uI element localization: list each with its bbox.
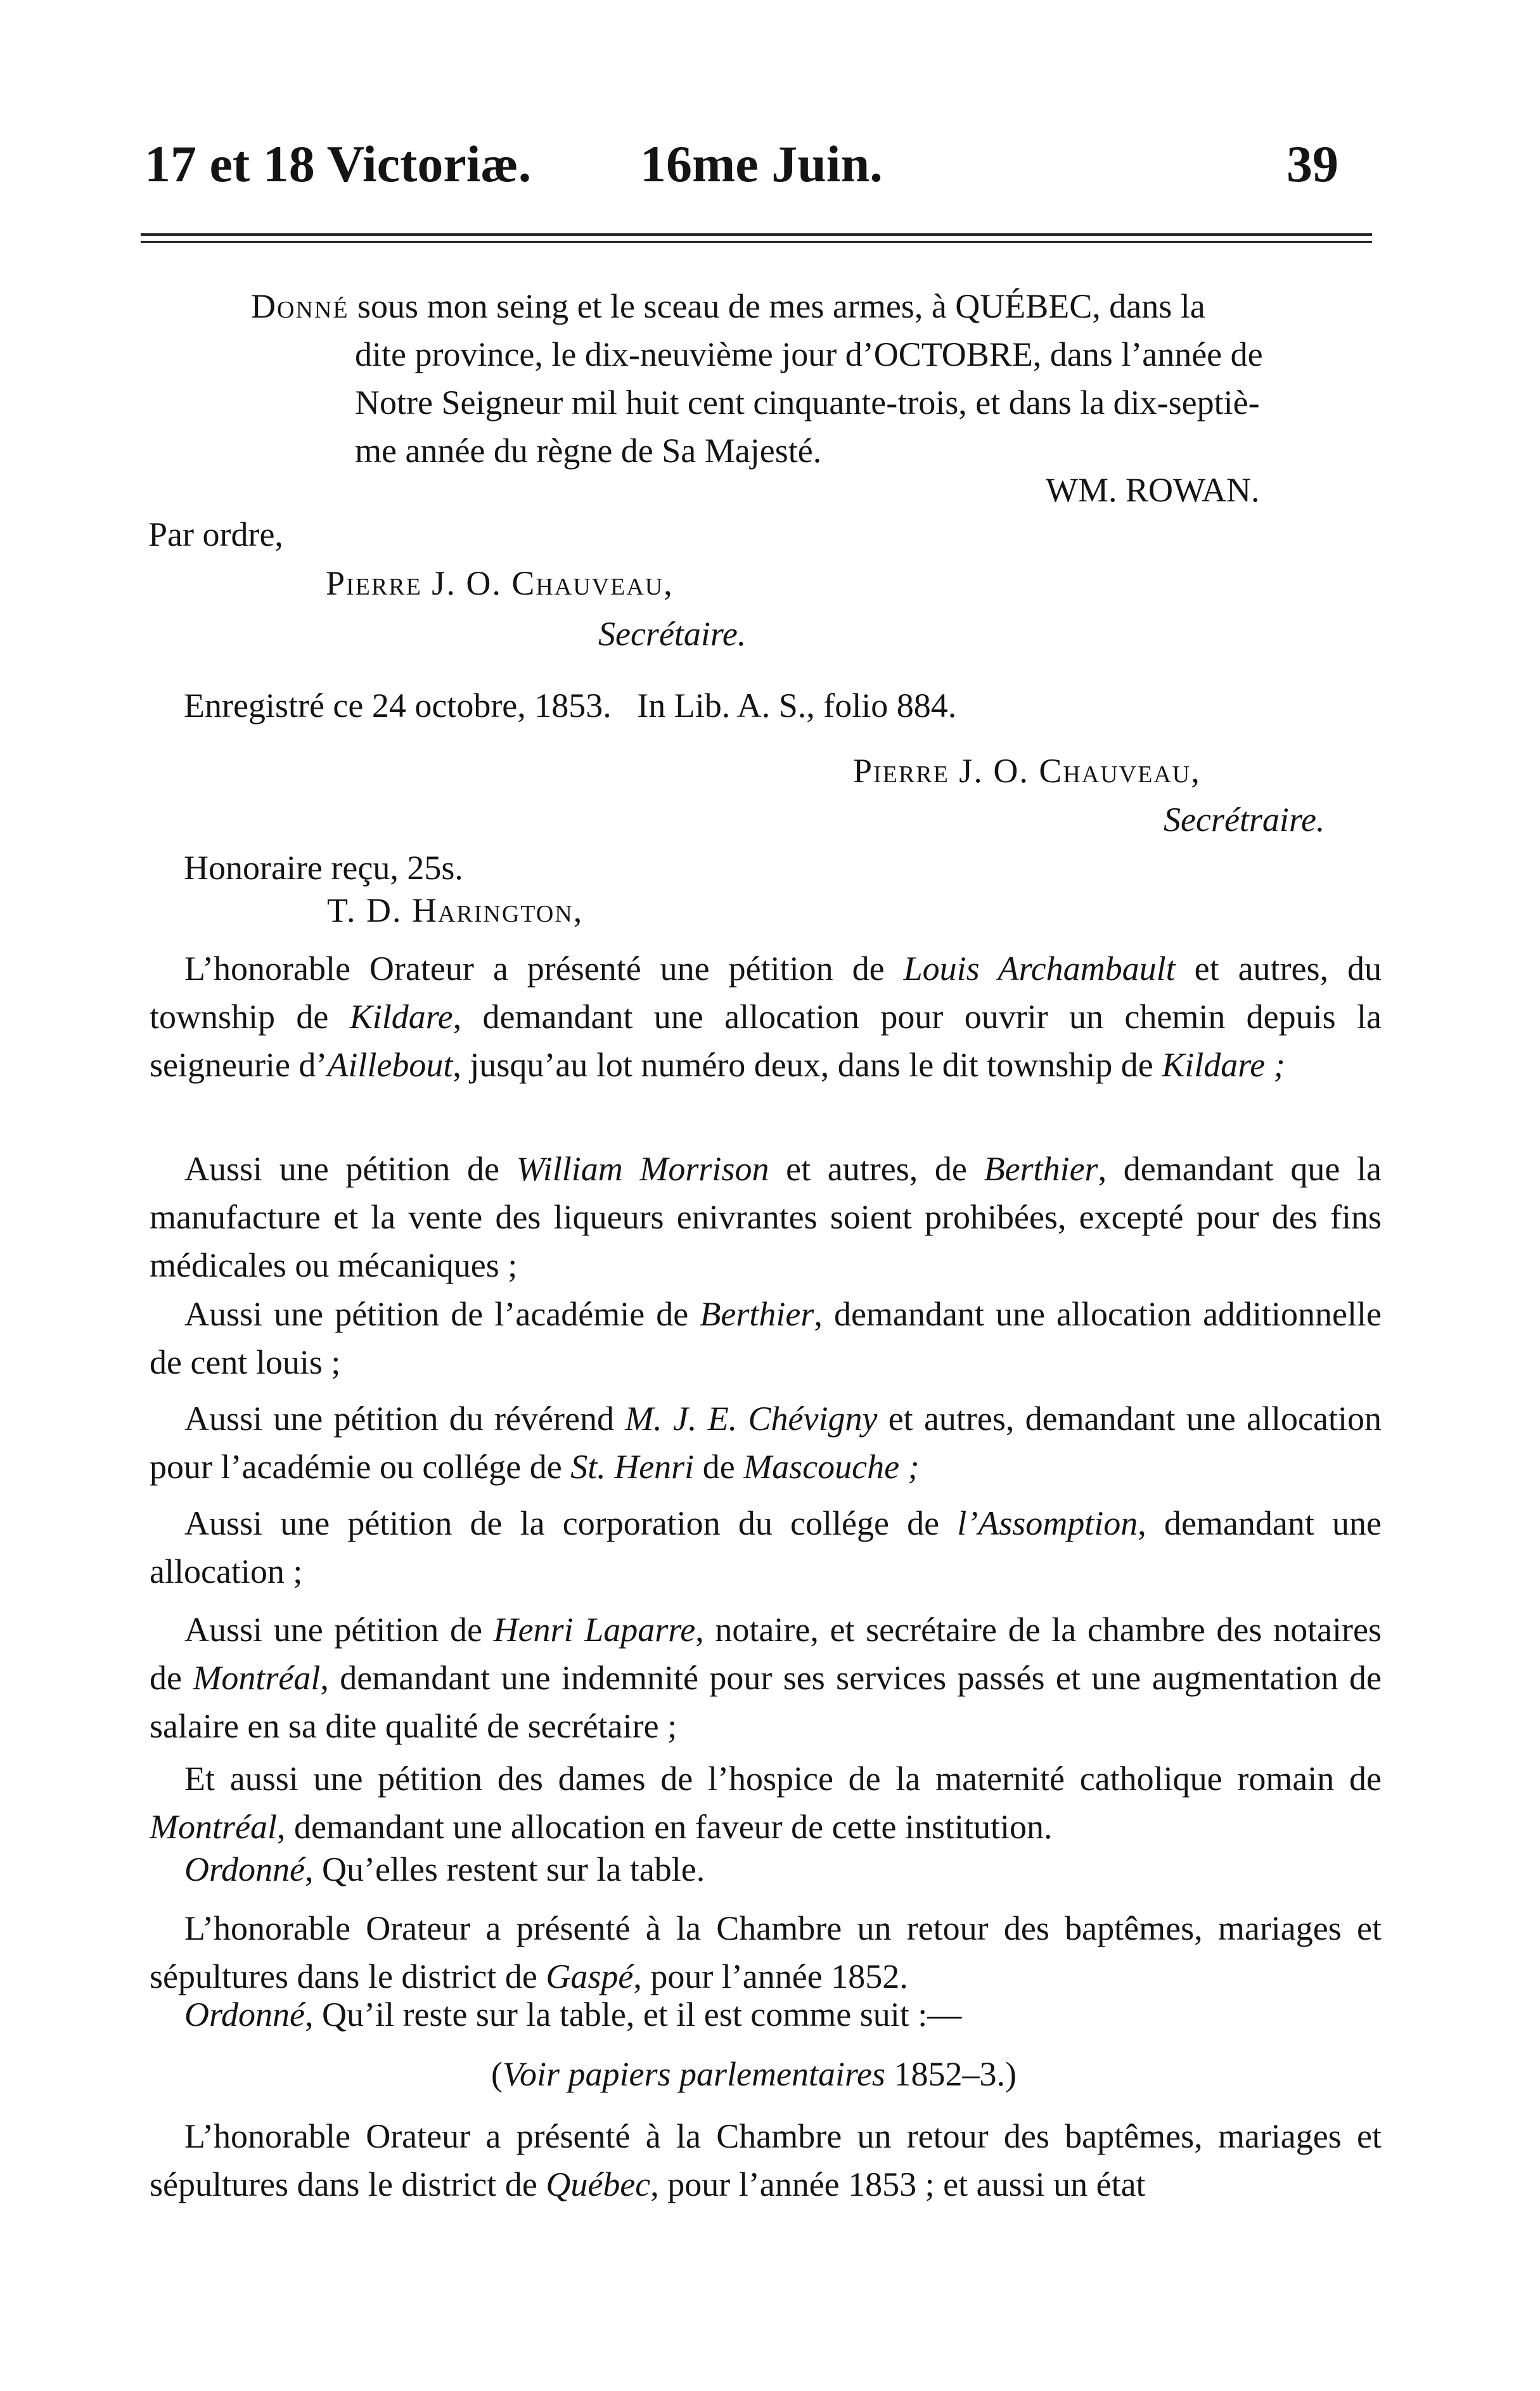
place-run: Montréal [193, 1659, 321, 1697]
text-run: , Qu’il reste sur la table, et il est comme suit :— [304, 1995, 962, 2033]
text-run: et autres, demandant une allocation pour l’académie ou collége de [150, 1400, 1382, 1486]
header-rule-top [141, 233, 1372, 236]
text-run: , notaire, et secrétaire de la chambre des notaires de [150, 1611, 1382, 1697]
text-run: , demandant que la manufacture et la vente des liqueurs enivrantes soient prohibées, excepté pour des fins médicales ou mécaniques ; [150, 1150, 1382, 1284]
paragraph-archambault [150, 944, 1382, 1089]
place-run: Berthier [700, 1295, 814, 1333]
text-run: Et aussi une pétition des dames de l’hospice de la maternité catholique romain de [184, 1760, 1382, 1798]
proclamation-first-line [251, 282, 1205, 330]
text-run: , pour l’année 1853 ; et aussi un état [650, 2165, 1146, 2203]
header-date: 16me Juin. [640, 135, 883, 193]
proclamation-line: Notre Seigneur mil huit cent cinquante-trois, et dans la dix-septiè- [355, 383, 1260, 422]
paragraph-chevigny [150, 1395, 1382, 1491]
text-run: , demandant une indemnité pour ses services passés et une augmentation de salaire en sa dite qualité de secrétaire ; [150, 1659, 1382, 1745]
text-run: , demandant une allocation additionnelle de cent louis ; [150, 1295, 1382, 1381]
registration-title [1164, 796, 1325, 844]
reference-run: Voir papiers parlementaires [502, 2055, 885, 2093]
paragraph-maternite [150, 1755, 1382, 1851]
paragraph-morrison [150, 1145, 1382, 1289]
name-run: M. J. E. Chévigny [625, 1400, 878, 1438]
text-run: , Qu’elles restent sur la table. [304, 1850, 705, 1888]
text-run: ( [491, 2055, 503, 2093]
text-run: , pour l’année 1852. [633, 1957, 908, 1995]
proclamation-line: me année du règne de Sa Majesté. [355, 432, 822, 470]
text-run: Aussi une pétition de [184, 1611, 494, 1649]
place-run: Aillebout [327, 1046, 453, 1084]
par-ordre-name: Pierre J. O. Chauveau, [326, 564, 674, 602]
proclamation-donne: Donné [251, 287, 349, 325]
ordonne-restent [150, 1845, 1382, 1893]
paragraph-retour-quebec [150, 2112, 1382, 2208]
place-run: Berthier [984, 1150, 1098, 1188]
place-run: Gaspé [546, 1957, 634, 1995]
par-ordre-label: Par ordre, [148, 515, 283, 553]
registration-name: Pierre J. O. Chauveau, [853, 752, 1201, 790]
name-run: Louis Archambault [903, 950, 1176, 988]
text-run: Aussi une pétition du révérend [184, 1400, 626, 1438]
registration-title-text: Secrétraire. [1164, 801, 1325, 839]
text-run: 1852–3.) [885, 2055, 1017, 2093]
text-run: , demandant une allocation ; [150, 1504, 1382, 1590]
place-run: Kildare [349, 998, 453, 1036]
text-run: , jusqu’au lot numéro deux, dans le dit township de [452, 1046, 1162, 1084]
header-page-number: 39 [1287, 135, 1338, 193]
proclamation-text-first: sous mon seing et le sceau de mes armes, à QUÉBEC, dans la [357, 287, 1205, 325]
place-run: l’Assomption [957, 1504, 1138, 1542]
text-run: Aussi une pétition de [184, 1150, 517, 1188]
text-run: L’honorable Orateur a présenté à la Chambre un retour des baptêmes, mariages et sépultures dans le district de [150, 2117, 1382, 2203]
par-ordre-title-text: Secrétaire. [598, 615, 747, 653]
ordonne-word: Ordonné [184, 1850, 305, 1888]
paragraph-retour-gaspe [150, 1904, 1382, 2001]
ordonne-reste [150, 1990, 1382, 2039]
text-run: , demandant une allocation pour ouvrir un chemin depuis la seigneurie d’ [150, 998, 1382, 1084]
text-run: Aussi une pétition de l’académie de [184, 1295, 700, 1333]
honoraire-text: Honoraire reçu, 25s. [184, 849, 463, 887]
text-run: L’honorable Orateur a présenté à la Chambre un retour des baptêmes, mariages et sépultures dans le district de [150, 1909, 1382, 1995]
name-run: William Morrison [516, 1150, 769, 1188]
text-run: de [694, 1448, 744, 1486]
text-run: et autres, de [769, 1150, 984, 1188]
honoraire-name: T. D. Harington, [327, 891, 584, 929]
text-run: , demandant une allocation en faveur de cette institution. [276, 1808, 1053, 1846]
text-run: Aussi une pétition de la corporation du collége de [184, 1504, 958, 1542]
place-run: Montréal [150, 1808, 277, 1846]
header-rule-bottom [141, 241, 1372, 243]
text-run: et autres, du township de [150, 950, 1382, 1036]
text-run: L’honorable Orateur a présenté une pétition de [184, 950, 904, 988]
paragraph-laparre [150, 1606, 1382, 1750]
paragraph-assomption [150, 1499, 1382, 1595]
ordonne-word: Ordonné [184, 1995, 305, 2033]
place-run: Kildare ; [1162, 1046, 1285, 1084]
place-run: St. Henri [570, 1448, 695, 1486]
paragraph-academie-berthier [150, 1290, 1382, 1386]
place-run: Mascouche ; [743, 1448, 920, 1486]
par-ordre-title [598, 610, 746, 658]
header-session: 17 et 18 Victoriæ. [144, 135, 532, 193]
place-run: Québec [546, 2165, 651, 2203]
proclamation-line: dite province, le dix-neuvième jour d’OCTOBRE, dans l’année de [355, 335, 1263, 373]
proclamation-signatory: WM. ROWAN. [1046, 471, 1260, 509]
voir-papiers [491, 2050, 1017, 2098]
name-run: Henri Laparre [493, 1611, 696, 1649]
registration-text: Enregistré ce 24 octobre, 1853. In Lib. A. S., folio 884. [184, 686, 957, 725]
